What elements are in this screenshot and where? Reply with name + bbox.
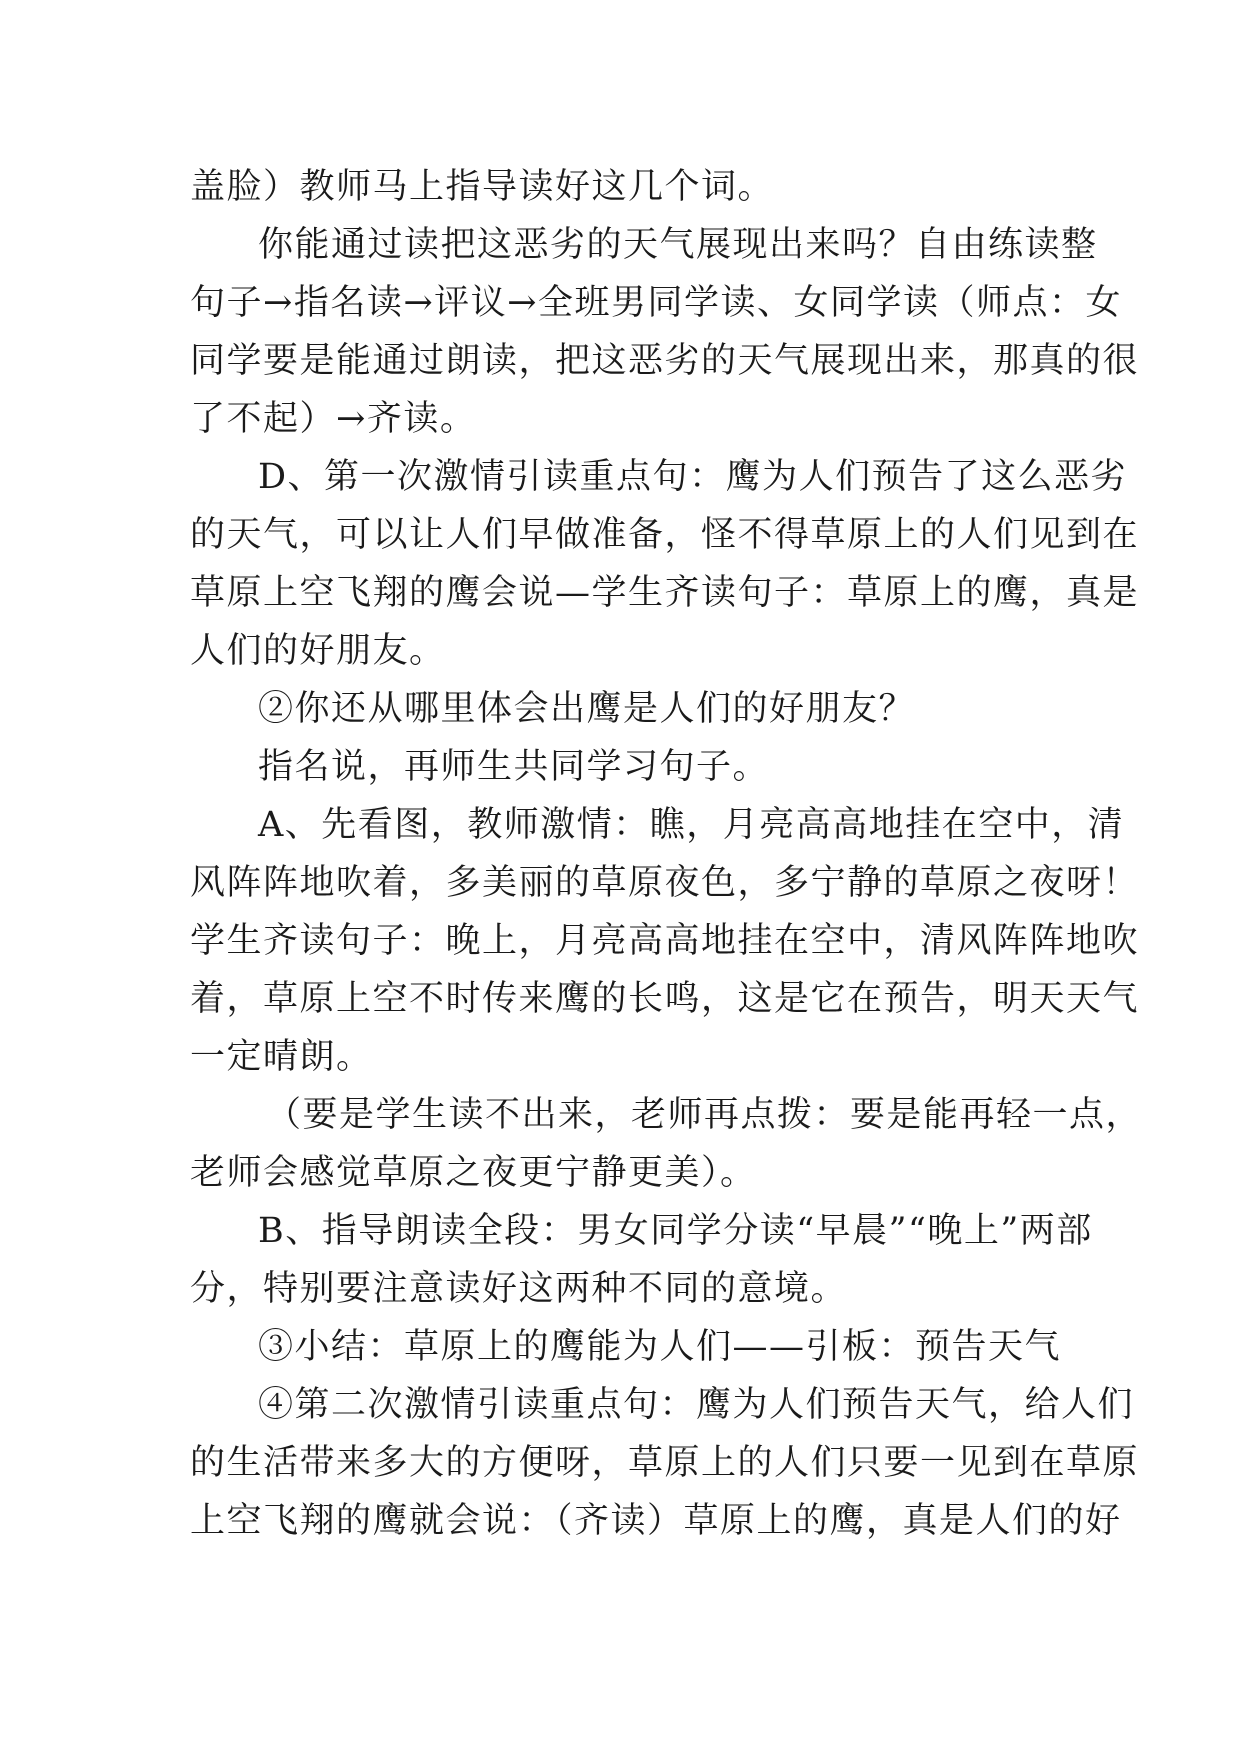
text-line: 一定晴朗。 — [190, 1037, 373, 1077]
text-line: 的生活带来多大的方便呀，草原上的人们只要一见到在草原 — [190, 1443, 1140, 1483]
text-line: 你能通过读把这恶劣的天气展现出来吗？自由练读整 — [258, 225, 1098, 265]
text-line: 风阵阵地吹着，多美丽的草原夜色，多宁静的草原之夜呀！ — [190, 863, 1140, 903]
text-line: 上空飞翔的鹰就会说：（齐读）草原上的鹰，真是人们的好 — [190, 1501, 1122, 1541]
text-line: ③小结：草原上的鹰能为人们——引板：预告天气 — [258, 1327, 1062, 1367]
text-line: ④第二次激情引读重点句：鹰为人们预告天气，给人们 — [258, 1385, 1135, 1425]
text-line: 了不起）→齐读。 — [190, 399, 477, 439]
text-line: A、先看图，教师激情：瞧，月亮高高地挂在空中，清 — [258, 805, 1125, 845]
text-line: ②你还从哪里体会出鹰是人们的好朋友？ — [258, 689, 916, 729]
text-line: 句子→指名读→评议→全班男同学读、女同学读（师点：女 — [190, 283, 1122, 323]
text-line: （要是学生读不出来，老师再点拨：要是能再轻一点， — [266, 1095, 1143, 1135]
text-line: 的天气，可以让人们早做准备，怪不得草原上的人们见到在 — [190, 515, 1140, 555]
text-line: 指名说，再师生共同学习句子。 — [258, 747, 770, 787]
text-line: 老师会感觉草原之夜更宁静更美）。 — [190, 1153, 757, 1193]
text-line: 着，草原上空不时传来鹰的长鸣，这是它在预告，明天天气 — [190, 979, 1140, 1019]
text-line: D、第一次激情引读重点句：鹰为人们预告了这么恶劣 — [258, 457, 1128, 497]
text-line: 草原上空飞翔的鹰会说—学生齐读句子：草原上的鹰，真是 — [190, 573, 1140, 613]
text-line: 同学要是能通过朗读，把这恶劣的天气展现出来，那真的很 — [190, 341, 1140, 381]
text-line: 盖脸）教师马上指导读好这几个词。 — [190, 167, 775, 207]
text-line: 人们的好朋友。 — [190, 631, 446, 671]
text-line: 分，特别要注意读好这两种不同的意境。 — [190, 1269, 848, 1309]
text-line: 学生齐读句子：晚上，月亮高高地挂在空中，清风阵阵地吹 — [190, 921, 1140, 961]
text-line: B、指导朗读全段：男女同学分读“早晨”“晚上”两部 — [258, 1211, 1093, 1251]
